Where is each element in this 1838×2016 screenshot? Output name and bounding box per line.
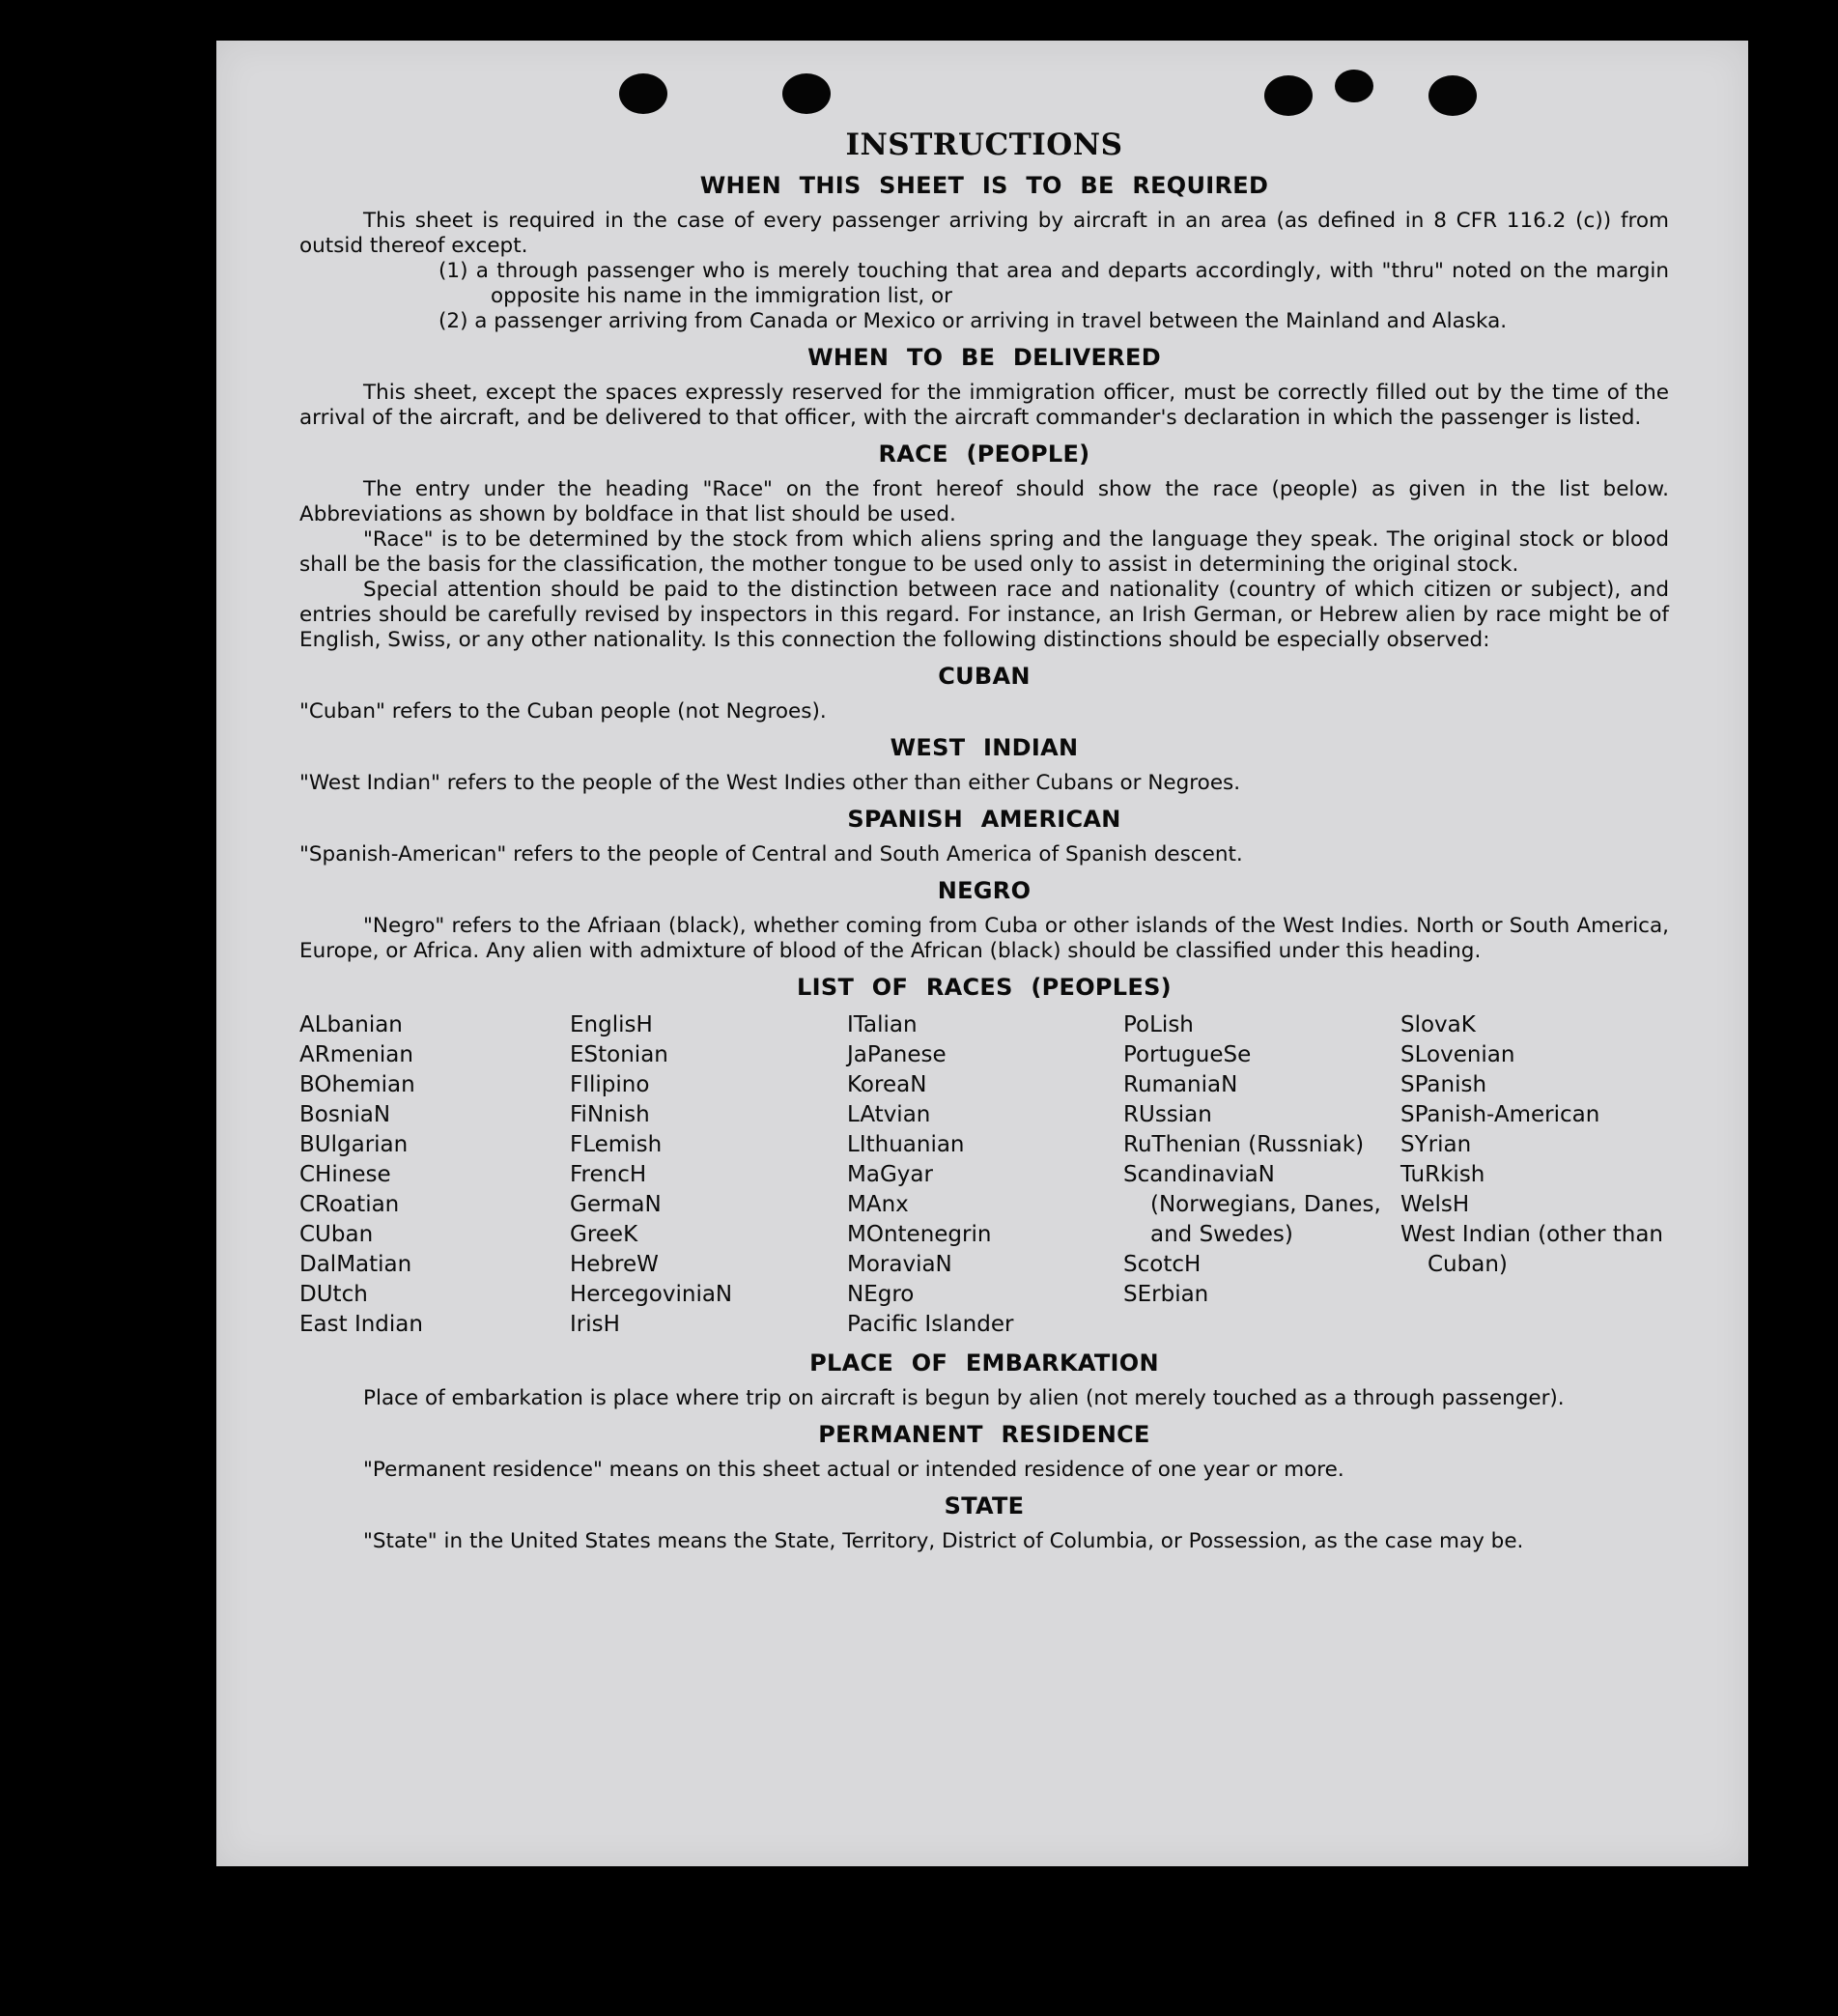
punch-hole	[782, 73, 831, 114]
race-item: RumaniaN	[1123, 1072, 1238, 1097]
permanent-residence-text: "Permanent residence" means on this sheet actual or intended residence of one year or more.	[363, 1458, 1344, 1482]
race-item: MaGyar	[847, 1162, 933, 1187]
race-item: DalMatian	[299, 1252, 412, 1277]
race-column	[570, 1010, 847, 1340]
section-heading-cuban: CUBAN	[938, 663, 1031, 690]
race-item: SPanish	[1400, 1072, 1487, 1097]
race-item: GreeK	[570, 1222, 638, 1247]
race-item: JaPanese	[847, 1042, 947, 1067]
race-paragraph-3: Special attention should be paid to the distinction between race and nationality (country of which citizen or subject), and entries should be carefully revised by inspectors in this regard. For instance, an Irish German, or Hebrew alien by race might be of English, Swiss, or any other nationality. Is this connection the following distinctions should be especially observed:	[299, 578, 1669, 652]
race-item: SLovenian	[1400, 1042, 1515, 1067]
race-item: WelsH	[1400, 1192, 1470, 1217]
race-item: West Indian (other than Cuban)	[1400, 1222, 1664, 1277]
race-item: FrencH	[570, 1162, 647, 1187]
race-column	[1400, 1010, 1669, 1340]
race-item: TuRkish	[1400, 1162, 1485, 1187]
race-item: EnglisH	[570, 1012, 653, 1037]
place-of-embarkation-text: Place of embarkation is place where trip on aircraft is begun by alien (not merely touched as a through passenger).	[363, 1386, 1565, 1410]
race-item: BosniaN	[299, 1102, 391, 1127]
race-item: DUtch	[299, 1282, 368, 1307]
race-item: ITalian	[847, 1012, 918, 1037]
when-delivered-text: This sheet, except the spaces expressly reserved for the immigration officer, must be correctly filled out by the time of the arrival of the aircraft, and be delivered to that officer, with the aircraft commander's declaration in which the passenger is listed.	[299, 381, 1669, 430]
race-item: RuThenian (Russniak)	[1123, 1132, 1365, 1157]
punch-hole	[1428, 75, 1477, 116]
race-item: ARmenian	[299, 1042, 413, 1067]
race-item: SPanish-American	[1400, 1102, 1600, 1127]
race-item: KoreaN	[847, 1072, 927, 1097]
cuban-text: "Cuban" refers to the Cuban people (not Negroes).	[299, 699, 827, 724]
race-item: ScandinaviaN (Norwegians, Danes, and Swedes)	[1123, 1162, 1381, 1247]
race-item: East Indian	[299, 1312, 423, 1337]
race-item: ScotcH	[1123, 1252, 1202, 1277]
race-item: SErbian	[1123, 1282, 1209, 1307]
race-paragraph-2: "Race" is to be determined by the stock from which aliens spring and the language they speak. The original stock or blood shall be the basis for the classification, the mother tongue to be used only to assist in determining the original stock.	[299, 527, 1669, 577]
negro-text: "Negro" refers to the Afriaan (black), whether coming from Cuba or other islands of the West Indies. North or South America, Europe, or Africa. Any alien with admixture of blood of the African (black) should be classified under this heading.	[299, 914, 1669, 963]
punch-hole	[1264, 75, 1313, 116]
race-item: MAnx	[847, 1192, 909, 1217]
race-item: MOntenegrin	[847, 1222, 992, 1247]
race-item: SlovaK	[1400, 1012, 1476, 1037]
section-heading-state: STATE	[944, 1492, 1025, 1519]
race-item: LAtvian	[847, 1102, 931, 1127]
race-item: MoraviaN	[847, 1252, 952, 1277]
when-required-case-1: (1) a through passenger who is merely touching that area and departs accordingly, with "thru" noted on the margin opposite his name in the immigration list, or	[438, 259, 1669, 308]
race-item: HebreW	[570, 1252, 659, 1277]
section-heading-place-of-embarkation: PLACE OF EMBARKATION	[809, 1349, 1159, 1377]
punch-hole	[1335, 70, 1373, 102]
section-heading-when-delivered: WHEN TO BE DELIVERED	[807, 344, 1161, 371]
page-title: INSTRUCTIONS	[845, 128, 1123, 162]
race-column	[299, 1010, 570, 1340]
race-item: RUssian	[1123, 1102, 1212, 1127]
race-item: PortugueSe	[1123, 1042, 1252, 1067]
section-heading-permanent-residence: PERMANENT RESIDENCE	[818, 1421, 1150, 1448]
race-item: LIthuanian	[847, 1132, 965, 1157]
race-item: GermaN	[570, 1192, 662, 1217]
when-required-case-2: (2) a passenger arriving from Canada or Mexico or arriving in travel between the Mainland and Alaska.	[438, 309, 1508, 333]
race-item: SYrian	[1400, 1132, 1472, 1157]
when-required-intro: This sheet is required in the case of every passenger arriving by aircraft in an area (as defined in 8 CFR 116.2 (c)) from outsid thereof except.	[299, 209, 1669, 258]
west-indian-text: "West Indian" refers to the people of the West Indies other than either Cubans or Negroes.	[299, 771, 1241, 795]
race-column	[1123, 1010, 1400, 1340]
race-list	[299, 1010, 1669, 1340]
section-heading-west-indian: WEST INDIAN	[890, 734, 1079, 761]
punch-hole	[619, 73, 667, 114]
race-item: PoLish	[1123, 1012, 1194, 1037]
race-item: ALbanian	[299, 1012, 403, 1037]
race-item: BOhemian	[299, 1072, 415, 1097]
instructions-content	[299, 128, 1669, 1554]
race-item: FiNnish	[570, 1102, 650, 1127]
section-heading-list-of-races: LIST OF RACES (PEOPLES)	[797, 974, 1172, 1001]
race-item: Pacific Islander	[847, 1312, 1014, 1337]
race-column	[847, 1010, 1123, 1340]
race-item: IrisH	[570, 1312, 620, 1337]
race-item: EStonian	[570, 1042, 668, 1067]
state-text: "State" in the United States means the State, Territory, District of Columbia, or Possession, as the case may be.	[363, 1529, 1524, 1553]
race-item: BUlgarian	[299, 1132, 409, 1157]
race-paragraph-1: The entry under the heading "Race" on the front hereof should show the race (people) as given in the list below. Abbreviations as shown by boldface in that list should be used.	[299, 477, 1669, 526]
document-page	[216, 41, 1748, 1866]
race-item: FLemish	[570, 1132, 663, 1157]
race-item: FIlipino	[570, 1072, 650, 1097]
section-heading-when-required: WHEN THIS SHEET IS TO BE REQUIRED	[699, 172, 1269, 199]
spanish-american-text: "Spanish-American" refers to the people of Central and South America of Spanish descent.	[299, 842, 1243, 866]
race-item: CUban	[299, 1222, 374, 1247]
race-item: CHinese	[299, 1162, 391, 1187]
section-heading-race: RACE (PEOPLE)	[878, 440, 1090, 468]
section-heading-spanish-american: SPANISH AMERICAN	[847, 806, 1121, 833]
section-heading-negro: NEGRO	[937, 877, 1032, 904]
race-item: CRoatian	[299, 1192, 400, 1217]
race-item: HercegoviniaN	[570, 1282, 733, 1307]
race-item: NEgro	[847, 1282, 915, 1307]
